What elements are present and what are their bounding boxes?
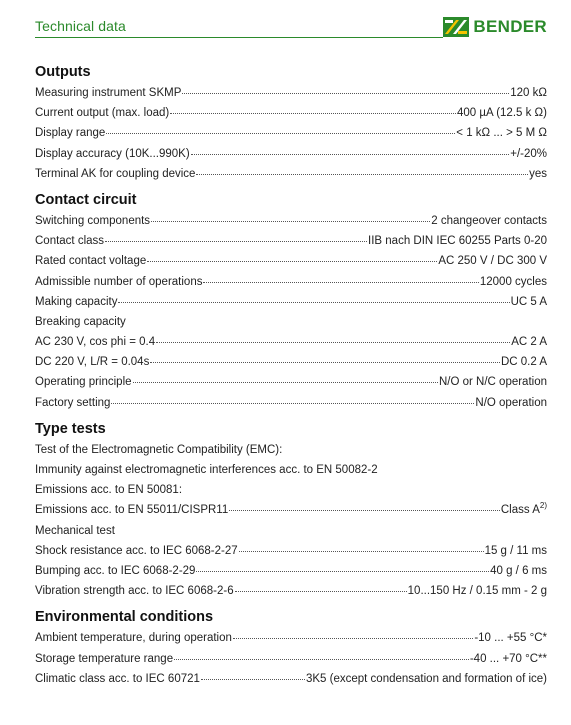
spec-value: [456, 123, 547, 143]
spec-value-text: Class A: [500, 504, 540, 517]
spec-value: [438, 251, 547, 271]
spec-value-text: 400 µA (12.5 k Ω): [456, 107, 547, 120]
spec-label: Rated contact voltage: [35, 255, 147, 268]
spec-row: [35, 541, 547, 561]
dot-leader: [174, 649, 469, 660]
dot-leader: [105, 231, 367, 242]
dot-leader: [133, 372, 438, 383]
spec-value: [485, 541, 547, 561]
spec-label: Current output (max. load): [35, 107, 170, 120]
spec-value: [470, 649, 547, 669]
section-title: Contact circuit: [35, 191, 137, 208]
dot-leader: [118, 292, 509, 303]
dot-leader: [147, 251, 437, 262]
spec-label: Switching components: [35, 214, 151, 227]
spec-value: [501, 500, 547, 520]
spec-value: [529, 164, 547, 184]
dot-leader: [203, 272, 478, 283]
spec-value: [431, 211, 547, 231]
spec-value: [408, 581, 547, 601]
footnote-marker: 2): [539, 501, 547, 511]
spec-label: Operating principle: [35, 376, 132, 389]
bender-logo-icon: [443, 17, 469, 37]
spec-label: Making capacity: [35, 295, 118, 308]
spec-label: Shock resistance acc. to IEC 6068-2-27: [35, 544, 238, 557]
header-divider: [35, 37, 443, 38]
spec-value: [501, 352, 547, 372]
spec-row: [35, 164, 547, 184]
spec-row: [35, 352, 547, 372]
spec-value-text: UC 5 A: [510, 295, 547, 308]
section-type-tests: [35, 419, 547, 602]
spec-label: Breaking capacity: [35, 315, 126, 328]
spec-value-text: 2 changeover contacts: [431, 214, 547, 227]
spec-label: Terminal AK for coupling device: [35, 167, 196, 180]
spec-row: [35, 272, 547, 292]
spec-value-text: AC 250 V / DC 300 V: [438, 255, 547, 268]
spec-row: [35, 372, 547, 392]
spec-row: [35, 332, 547, 352]
spec-value: [457, 103, 547, 123]
spec-value-text: +/-20%: [510, 147, 547, 160]
dot-leader: [196, 561, 489, 572]
spec-row: [35, 103, 547, 123]
spec-label: Display range: [35, 127, 106, 140]
spec-label: Display accuracy (10K...990K): [35, 147, 190, 160]
spec-label: Ambient temperature, during operation: [35, 632, 232, 645]
spec-value-text: yes: [529, 167, 547, 180]
spec-row: [35, 393, 547, 413]
spec-row: [35, 500, 547, 520]
spec-row: [35, 480, 547, 500]
spec-value-text: 12000 cycles: [479, 275, 547, 288]
spec-label: Bumping acc. to IEC 6068-2-29: [35, 564, 196, 577]
spec-row: [35, 144, 547, 164]
spec-label: Admissible number of operations: [35, 275, 203, 288]
dot-leader: [156, 332, 510, 343]
spec-value-text: AC 2 A: [511, 336, 547, 349]
spec-value-text: 120 kΩ: [510, 87, 547, 99]
spec-row: [35, 292, 547, 312]
spec-value-text: IIB nach DIN IEC 60255 Parts 0-20: [368, 235, 547, 248]
spec-value: [306, 669, 547, 689]
spec-value-text: 15 g / 11 ms: [484, 544, 547, 557]
dot-leader: [239, 541, 484, 552]
section-title: Outputs: [35, 64, 91, 80]
spec-value: [368, 231, 547, 251]
section-title: Environmental conditions: [35, 609, 214, 626]
dot-leader: [182, 83, 509, 94]
spec-label: Climatic class acc. to IEC 60721: [35, 672, 200, 685]
dot-leader: [233, 628, 473, 639]
spec-label: Storage temperature range: [35, 652, 174, 665]
spec-value: [475, 393, 547, 413]
page-title: Technical data: [35, 18, 126, 34]
spec-value-text: -10 ... +55 °C*: [474, 632, 547, 645]
dot-leader: [196, 164, 528, 175]
spec-value-text: 10...150 Hz / 0.15 mm - 2 g: [407, 585, 547, 598]
dot-leader: [111, 393, 474, 404]
spec-value: [511, 292, 547, 312]
spec-row: [35, 460, 547, 480]
dot-leader: [150, 352, 500, 363]
dot-leader: [191, 144, 510, 155]
spec-row: [35, 581, 547, 601]
dot-leader: [170, 103, 456, 114]
spec-row: [35, 561, 547, 581]
spec-row: [35, 83, 547, 103]
spec-row: [35, 628, 547, 648]
spec-value-text: < 1 kΩ ... > 5 M Ω: [456, 127, 547, 140]
dot-leader: [151, 211, 430, 222]
spec-value: [490, 561, 547, 581]
section-outputs: [35, 62, 547, 184]
spec-label: DC 220 V, L/R = 0.04s: [35, 356, 150, 369]
dot-leader: [235, 581, 407, 592]
logo-wordmark: BENDER: [473, 17, 547, 36]
spec-row: [35, 649, 547, 669]
spec-row: [35, 312, 547, 332]
spec-value-text: N/O operation: [475, 396, 547, 409]
spec-value-text: 40 g / 6 ms: [490, 564, 547, 577]
spec-label: AC 230 V, cos phi = 0.4: [35, 336, 156, 349]
spec-label: Measuring instrument SKMP: [35, 87, 182, 99]
spec-label: Immunity against electromagnetic interferences acc. to EN 50082-2: [35, 464, 378, 476]
spec-value: [511, 332, 547, 352]
spec-value: [439, 372, 547, 392]
spec-value: [510, 144, 547, 164]
dot-leader: [229, 500, 500, 511]
section-contact-circuit: [35, 190, 547, 413]
dot-leader: [201, 669, 305, 680]
technical-data-content: [35, 62, 547, 689]
spec-row: [35, 251, 547, 271]
spec-row: [35, 123, 547, 143]
spec-label: Vibration strength acc. to IEC 6068-2-6: [35, 585, 234, 598]
page-header: [35, 14, 547, 44]
spec-label: Contact class: [35, 235, 105, 248]
dot-leader: [106, 123, 455, 134]
spec-row: [35, 669, 547, 689]
spec-row: [35, 231, 547, 251]
spec-value: [480, 272, 547, 292]
bender-logo: [443, 16, 547, 38]
spec-row: [35, 440, 547, 460]
spec-value-text: DC 0.2 A: [500, 356, 547, 369]
spec-label: Factory setting: [35, 396, 111, 409]
section-environmental-conditions: [35, 607, 547, 689]
spec-value: [474, 628, 547, 648]
spec-label: Emissions acc. to EN 50081:: [35, 484, 183, 497]
spec-value: [510, 83, 547, 103]
section-title: Type tests: [35, 420, 106, 437]
spec-label: Mechanical test: [35, 524, 115, 537]
spec-value-text: -40 ... +70 °C**: [469, 652, 547, 665]
spec-value-text: 3K5 (except condensation and formation of ice): [305, 672, 547, 685]
spec-label: Emissions acc. to EN 55011/CISPR11: [35, 504, 229, 517]
spec-value-text: N/O or N/C operation: [438, 376, 547, 389]
spec-row: [35, 211, 547, 231]
spec-label: Test of the Electromagnetic Compatibility (EMC):: [35, 443, 283, 456]
spec-row: [35, 521, 547, 541]
